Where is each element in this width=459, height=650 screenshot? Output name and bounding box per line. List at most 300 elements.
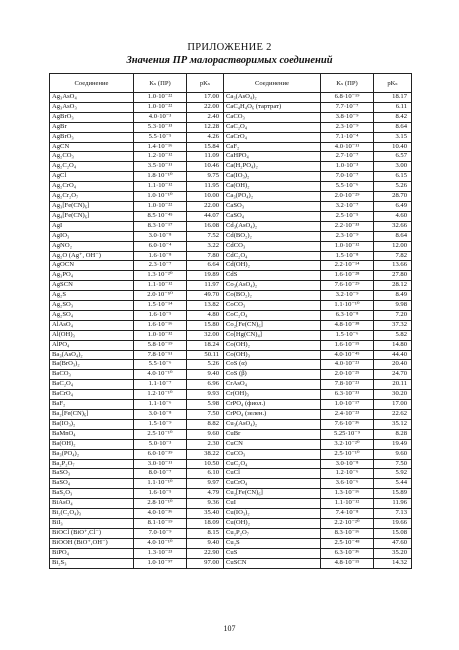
table-header-row bbox=[50, 74, 412, 93]
compound-cell: Ca(OH)₂ bbox=[224, 182, 321, 192]
pks-cell: 37.32 bbox=[374, 320, 412, 330]
ks-cell: 1.0·10⁻¹⁰ bbox=[134, 192, 187, 202]
compound-cell: AgNO₂ bbox=[50, 241, 134, 251]
compound-cell: Co₂[Fe(CN)₆] bbox=[224, 320, 321, 330]
compound-cell: Cu(OH)₂ bbox=[224, 518, 321, 528]
pks-cell: 19.89 bbox=[187, 271, 224, 281]
compound-cell: CuCrO₄ bbox=[224, 479, 321, 489]
ks-cell: 2.2·10⁻¹⁴ bbox=[321, 261, 374, 271]
pks-cell: 9.97 bbox=[187, 479, 224, 489]
ks-cell: 5.3·10⁻¹³ bbox=[134, 122, 187, 132]
compound-cell: Ag₂Cr₂O₇ bbox=[50, 192, 134, 202]
table-row bbox=[50, 479, 412, 489]
pks-cell: 44.40 bbox=[374, 350, 412, 360]
pks-cell: 5.26 bbox=[374, 182, 412, 192]
pks-cell: 8.15 bbox=[187, 528, 224, 538]
compound-cell: Ag₂CO₃ bbox=[50, 152, 134, 162]
compound-cell: BaC₂O₄ bbox=[50, 380, 134, 390]
pks-cell: 4.60 bbox=[374, 211, 412, 221]
ks-cell: 1.1·10⁻¹⁰ bbox=[321, 301, 374, 311]
ks-cell: 6.0·10⁻⁴ bbox=[134, 241, 187, 251]
column-header-pks: pKₛ bbox=[374, 74, 412, 93]
pks-cell: 17.00 bbox=[374, 400, 412, 410]
pks-cell: 11.09 bbox=[187, 152, 224, 162]
pks-cell: 32.66 bbox=[374, 221, 412, 231]
ks-cell: 1.6·10⁻⁵ bbox=[134, 489, 187, 499]
table-row bbox=[50, 192, 412, 202]
compound-cell: Cd(BO₂)₂ bbox=[224, 231, 321, 241]
compound-cell: Ba(OH)₂ bbox=[50, 439, 134, 449]
ks-cell: 1.0·10⁻⁹⁷ bbox=[134, 558, 187, 568]
ks-cell: 2.5·10⁻⁴⁸ bbox=[321, 538, 374, 548]
compound-cell: Ba₃(PO₄)₂ bbox=[50, 449, 134, 459]
pks-cell: 8.64 bbox=[374, 231, 412, 241]
pks-cell: 15.80 bbox=[187, 320, 224, 330]
compound-cell: AgBrO₃ bbox=[50, 112, 134, 122]
compound-cell: Co(OH)₂ bbox=[224, 340, 321, 350]
ks-cell: 1.6·10⁻⁵ bbox=[134, 310, 187, 320]
pks-cell: 9.98 bbox=[374, 301, 412, 311]
pks-cell: 97.00 bbox=[187, 558, 224, 568]
compound-cell: Cu(IO₃)₂ bbox=[224, 509, 321, 519]
pks-cell: 13.82 bbox=[187, 301, 224, 311]
table-row bbox=[50, 310, 412, 320]
ks-cell: 1.2·10⁻¹² bbox=[134, 152, 187, 162]
pks-cell: 6.10 bbox=[187, 469, 224, 479]
column-header-compound: Соединение bbox=[224, 74, 321, 93]
pks-cell: 27.80 bbox=[374, 271, 412, 281]
ks-cell: 8.3·10⁻¹⁶ bbox=[321, 528, 374, 538]
pks-cell: 28.12 bbox=[374, 281, 412, 291]
ks-cell: 1.1·10⁻¹² bbox=[134, 281, 187, 291]
ks-cell: 5.25·10⁻⁹ bbox=[321, 429, 374, 439]
ks-cell: 3.0·10⁻⁸ bbox=[134, 410, 187, 420]
compound-cell: Cu₂[Fe(CN)₆] bbox=[224, 489, 321, 499]
table-row bbox=[50, 538, 412, 548]
table-row bbox=[50, 350, 412, 360]
pks-cell: 8.28 bbox=[374, 429, 412, 439]
compound-cell: CdS bbox=[224, 271, 321, 281]
compound-cell: CuC₂O₄ bbox=[224, 459, 321, 469]
pks-cell: 47.60 bbox=[374, 538, 412, 548]
pks-cell: 6.15 bbox=[374, 172, 412, 182]
table-row bbox=[50, 419, 412, 429]
ks-cell: 1.1·10⁻¹⁰ bbox=[134, 479, 187, 489]
compound-cell: AgCl bbox=[50, 172, 134, 182]
ks-cell: 2.7·10⁻⁷ bbox=[321, 152, 374, 162]
ks-cell: 1.4·10⁻¹⁶ bbox=[134, 142, 187, 152]
compound-cell: Ag₄[Fe(CN)₆] bbox=[50, 211, 134, 221]
compound-cell: CaF₂ bbox=[224, 142, 321, 152]
ks-cell: 4.8·10⁻³⁸ bbox=[321, 320, 374, 330]
compound-cell: CrAsO₄ bbox=[224, 380, 321, 390]
column-header-ks: Kₛ (ПР) bbox=[321, 74, 374, 93]
pks-cell: 7.82 bbox=[374, 251, 412, 261]
ks-cell: 2.5·10⁻¹⁰ bbox=[321, 449, 374, 459]
table-row bbox=[50, 400, 412, 410]
compound-cell: CdC₂O₄ bbox=[224, 251, 321, 261]
compound-cell: CuS bbox=[224, 548, 321, 558]
pks-cell: 11.95 bbox=[187, 182, 224, 192]
pks-cell: 4.80 bbox=[187, 310, 224, 320]
ks-cell: 1.6·10⁻¹⁵ bbox=[321, 340, 374, 350]
compound-cell: CuCO₃ bbox=[224, 449, 321, 459]
pks-cell: 35.12 bbox=[374, 419, 412, 429]
table-row bbox=[50, 162, 412, 172]
ks-cell: 5.5·10⁻⁶ bbox=[134, 360, 187, 370]
column-header-compound: Соединение bbox=[50, 74, 134, 93]
compound-cell: CuCN bbox=[224, 439, 321, 449]
ks-cell: 2.2·10⁻²⁰ bbox=[321, 518, 374, 528]
table-row bbox=[50, 201, 412, 211]
ks-cell: 3.0·10⁻¹¹ bbox=[134, 459, 187, 469]
pks-cell: 8.64 bbox=[374, 122, 412, 132]
ks-cell: 3.6·10⁻⁶ bbox=[321, 479, 374, 489]
compound-cell: CoS (α) bbox=[224, 360, 321, 370]
pks-cell: 9.60 bbox=[374, 449, 412, 459]
compound-cell: Ba(IO₃)₂ bbox=[50, 419, 134, 429]
pks-cell: 5.98 bbox=[187, 400, 224, 410]
ks-cell: 1.5·10⁻⁹ bbox=[134, 419, 187, 429]
table-row bbox=[50, 518, 412, 528]
table-row bbox=[50, 429, 412, 439]
ks-cell: 2.3·10⁻⁹ bbox=[321, 122, 374, 132]
table-row bbox=[50, 112, 412, 122]
table-row bbox=[50, 370, 412, 380]
pks-cell: 3.22 bbox=[187, 241, 224, 251]
compound-cell: CuCl bbox=[224, 469, 321, 479]
table-row bbox=[50, 291, 412, 301]
ks-cell: 1.1·10⁻⁶ bbox=[134, 400, 187, 410]
compound-cell: BaSO₃ bbox=[50, 469, 134, 479]
pks-cell: 22.00 bbox=[187, 102, 224, 112]
ks-cell: 7.6·10⁻³⁶ bbox=[321, 419, 374, 429]
compound-cell: Al(OH)₃ bbox=[50, 330, 134, 340]
ks-cell: 1.0·10⁻²² bbox=[134, 102, 187, 112]
pks-cell: 50.11 bbox=[187, 350, 224, 360]
ks-cell: 7.8·10⁻²¹ bbox=[321, 380, 374, 390]
pks-cell: 19.49 bbox=[374, 439, 412, 449]
ks-cell: 4.0·10⁻³⁶ bbox=[134, 509, 187, 519]
table-row bbox=[50, 301, 412, 311]
pks-cell: 13.66 bbox=[374, 261, 412, 271]
compound-cell: AlAsO₄ bbox=[50, 320, 134, 330]
compound-cell: Ca(IO₃)₂ bbox=[224, 172, 321, 182]
compound-cell: AlPO₄ bbox=[50, 340, 134, 350]
compound-cell: BiAsO₄ bbox=[50, 499, 134, 509]
ks-cell: 2.2·10⁻³³ bbox=[321, 221, 374, 231]
pks-cell: 35.40 bbox=[187, 509, 224, 519]
table-row bbox=[50, 320, 412, 330]
compound-cell: CuSCN bbox=[224, 558, 321, 568]
table-row bbox=[50, 102, 412, 112]
table-row bbox=[50, 360, 412, 370]
ks-cell: 1.5·10⁻⁸ bbox=[321, 251, 374, 261]
compound-cell: CaCO₃ bbox=[224, 112, 321, 122]
compound-cell: BaF₂ bbox=[50, 400, 134, 410]
compound-cell: Co[Hg(CN)₄] bbox=[224, 330, 321, 340]
table-row bbox=[50, 152, 412, 162]
table-row bbox=[50, 271, 412, 281]
pks-cell: 14.32 bbox=[374, 558, 412, 568]
pks-cell: 19.66 bbox=[374, 518, 412, 528]
ks-cell: 8.3·10⁻¹⁷ bbox=[134, 221, 187, 231]
ks-cell: 2.8·10⁻¹⁰ bbox=[134, 499, 187, 509]
table-row bbox=[50, 172, 412, 182]
ks-cell: 1.1·10⁻¹² bbox=[134, 182, 187, 192]
compound-cell: CaC₂O₄ bbox=[224, 122, 321, 132]
compound-cell: Cd₃(AsO₄)₂ bbox=[224, 221, 321, 231]
solubility-product-table bbox=[49, 73, 412, 569]
compound-cell: Ba₂[Fe(CN)₆] bbox=[50, 410, 134, 420]
table-row bbox=[50, 509, 412, 519]
ks-cell: 5.0·10⁻³ bbox=[134, 439, 187, 449]
table-row bbox=[50, 528, 412, 538]
compound-cell: Ag₂S bbox=[50, 291, 134, 301]
table-row bbox=[50, 469, 412, 479]
table-row bbox=[50, 251, 412, 261]
ks-cell: 7.6·10⁻²⁹ bbox=[321, 281, 374, 291]
pks-cell: 2.40 bbox=[187, 112, 224, 122]
compound-cell: CaCrO₄ bbox=[224, 132, 321, 142]
column-header-pks: pKₛ bbox=[187, 74, 224, 93]
pks-cell: 3.15 bbox=[374, 132, 412, 142]
compound-cell: Ba₃(AsO₄)₂ bbox=[50, 350, 134, 360]
compound-cell: Ag₃[Fe(CN)₆] bbox=[50, 201, 134, 211]
pks-cell: 6.96 bbox=[187, 380, 224, 390]
table-row bbox=[50, 281, 412, 291]
ks-cell: 1.5·10⁻¹⁴ bbox=[134, 301, 187, 311]
table-row bbox=[50, 499, 412, 509]
ks-cell: 2.3·10⁻⁹ bbox=[321, 231, 374, 241]
compound-cell: AgCN bbox=[50, 142, 134, 152]
compound-cell: Co(OH)₃ bbox=[224, 350, 321, 360]
compound-cell: AgBrO₃ bbox=[50, 132, 134, 142]
compound-cell: CaSO₃ bbox=[224, 201, 321, 211]
ks-cell: 8.5·10⁻⁴⁵ bbox=[134, 211, 187, 221]
pks-cell: 18.17 bbox=[374, 93, 412, 103]
pks-cell: 44.07 bbox=[187, 211, 224, 221]
compound-cell: CuI bbox=[224, 499, 321, 509]
pks-cell: 35.20 bbox=[374, 548, 412, 558]
ks-cell: 7.7·10⁻⁷ bbox=[321, 102, 374, 112]
table-row bbox=[50, 390, 412, 400]
compound-cell: BaCO₃ bbox=[50, 370, 134, 380]
pks-cell: 15.89 bbox=[374, 489, 412, 499]
appendix-heading: ПРИЛОЖЕНИЕ 2 bbox=[187, 42, 272, 53]
pks-cell: 20.40 bbox=[374, 360, 412, 370]
compound-cell: Ag₃AsO₄ bbox=[50, 93, 134, 103]
ks-cell: 4.0·10⁻¹⁰ bbox=[134, 538, 187, 548]
ks-cell: 6.0·10⁻³⁹ bbox=[134, 449, 187, 459]
pks-cell: 8.82 bbox=[187, 419, 224, 429]
ks-cell: 3.0·10⁻⁸ bbox=[134, 231, 187, 241]
ks-cell: 5.5·10⁻⁶ bbox=[321, 182, 374, 192]
compound-cell: Cu₂P₂O₇ bbox=[224, 528, 321, 538]
ks-cell: 4.0·10⁻⁴⁵ bbox=[321, 350, 374, 360]
pks-cell: 12.28 bbox=[187, 122, 224, 132]
pks-cell: 22.00 bbox=[187, 201, 224, 211]
ks-cell: 2.0·10⁻²⁵ bbox=[321, 370, 374, 380]
pks-cell: 9.60 bbox=[187, 429, 224, 439]
compound-cell: Bi₂(C₂O₄)₃ bbox=[50, 509, 134, 519]
compound-cell: Cu₂S bbox=[224, 538, 321, 548]
pks-cell: 15.08 bbox=[374, 528, 412, 538]
column-header-ks: Kₛ (ПР) bbox=[134, 74, 187, 93]
pks-cell: 11.97 bbox=[187, 281, 224, 291]
compound-cell: BaCrO₄ bbox=[50, 390, 134, 400]
compound-cell: AgOCN bbox=[50, 261, 134, 271]
ks-cell: 3.2·10⁻²⁰ bbox=[321, 439, 374, 449]
ks-cell: 1.5·10⁻⁶ bbox=[321, 330, 374, 340]
pks-cell: 38.22 bbox=[187, 449, 224, 459]
compound-cell: CoCO₃ bbox=[224, 301, 321, 311]
pks-cell: 9.40 bbox=[187, 370, 224, 380]
ks-cell: 8.1·10⁻¹⁹ bbox=[134, 518, 187, 528]
ks-cell: 1.3·10⁻²⁰ bbox=[134, 271, 187, 281]
compound-cell: CuBr bbox=[224, 429, 321, 439]
compound-cell: BiOOH (BiO⁺,OH⁻) bbox=[50, 538, 134, 548]
pks-cell: 7.52 bbox=[187, 231, 224, 241]
compound-cell: Cr(OH)₃ bbox=[224, 390, 321, 400]
pks-cell: 9.40 bbox=[187, 538, 224, 548]
pks-cell: 7.50 bbox=[187, 410, 224, 420]
compound-cell: Bi₂S₃ bbox=[50, 558, 134, 568]
compound-cell: Ba(BrO₃)₂ bbox=[50, 360, 134, 370]
compound-cell: CaHPO₄ bbox=[224, 152, 321, 162]
compound-cell: AgBr bbox=[50, 122, 134, 132]
compound-cell: CrPO₄ (фиол.) bbox=[224, 400, 321, 410]
compound-cell: Ag₂SO₄ bbox=[50, 310, 134, 320]
ks-cell: 2.0·10⁻⁵⁰ bbox=[134, 291, 187, 301]
compound-cell: Ag₂SO₃ bbox=[50, 301, 134, 311]
pks-cell: 5.92 bbox=[374, 469, 412, 479]
ks-cell: 8.0·10⁻⁷ bbox=[134, 469, 187, 479]
compound-cell: AgSCN bbox=[50, 281, 134, 291]
compound-cell: CdCO₃ bbox=[224, 241, 321, 251]
pks-cell: 2.30 bbox=[187, 439, 224, 449]
ks-cell: 6.8·10⁻¹⁹ bbox=[321, 93, 374, 103]
table-row bbox=[50, 340, 412, 350]
pks-cell: 15.84 bbox=[187, 142, 224, 152]
ks-cell: 4.0·10⁻³ bbox=[134, 112, 187, 122]
ks-cell: 7.0·10⁻⁷ bbox=[321, 172, 374, 182]
compound-cell: Ca₃(AsO₄)₂ bbox=[224, 93, 321, 103]
table-row bbox=[50, 211, 412, 221]
ks-cell: 5.5·10⁻⁵ bbox=[134, 132, 187, 142]
ks-cell: 4.0·10⁻²¹ bbox=[321, 360, 374, 370]
pks-cell: 18.09 bbox=[187, 518, 224, 528]
ks-cell: 3.5·10⁻¹¹ bbox=[134, 162, 187, 172]
pks-cell: 7.13 bbox=[374, 509, 412, 519]
ks-cell: 1.0·10⁻¹⁷ bbox=[321, 400, 374, 410]
compound-cell: CrPO₄ (зелен.) bbox=[224, 410, 321, 420]
pks-cell: 16.08 bbox=[187, 221, 224, 231]
pks-cell: 18.24 bbox=[187, 340, 224, 350]
ks-cell: 6.3·10⁻³¹ bbox=[321, 390, 374, 400]
pks-cell: 10.40 bbox=[374, 142, 412, 152]
compound-cell: Ag₃AsO₃ bbox=[50, 102, 134, 112]
pks-cell: 5.82 bbox=[374, 330, 412, 340]
table-row bbox=[50, 548, 412, 558]
pks-cell: 5.44 bbox=[374, 479, 412, 489]
ks-cell: 7.4·10⁻⁸ bbox=[321, 509, 374, 519]
pks-cell: 10.46 bbox=[187, 162, 224, 172]
ks-cell: 1.6·10⁻¹⁶ bbox=[134, 320, 187, 330]
table-row bbox=[50, 459, 412, 469]
pks-cell: 10.50 bbox=[187, 459, 224, 469]
ks-cell: 1.0·10⁻²² bbox=[134, 201, 187, 211]
pks-cell: 8.49 bbox=[374, 291, 412, 301]
table-row bbox=[50, 132, 412, 142]
ks-cell: 2.3·10⁻⁷ bbox=[134, 261, 187, 271]
ks-cell: 1.1·10⁻⁷ bbox=[134, 380, 187, 390]
pks-cell: 4.79 bbox=[187, 489, 224, 499]
pks-cell: 11.96 bbox=[374, 499, 412, 509]
compound-cell: CoC₂O₄ bbox=[224, 310, 321, 320]
ks-cell: 4.8·10⁻¹⁵ bbox=[321, 558, 374, 568]
table-row bbox=[50, 182, 412, 192]
compound-cell: AgIO₃ bbox=[50, 231, 134, 241]
compound-cell: Cd(OH)₂ bbox=[224, 261, 321, 271]
compound-cell: Ag₂C₂O₄ bbox=[50, 162, 134, 172]
compound-cell: Co₃(AsO₄)₂ bbox=[224, 281, 321, 291]
ks-cell: 5.8·10⁻¹⁹ bbox=[134, 340, 187, 350]
compound-cell: Cu₃(AsO₄)₂ bbox=[224, 419, 321, 429]
compound-cell: Co(BO₂)₂ bbox=[224, 291, 321, 301]
pks-cell: 10.00 bbox=[187, 192, 224, 202]
ks-cell: 2.5·10⁻¹⁰ bbox=[134, 429, 187, 439]
pks-cell: 8.42 bbox=[374, 112, 412, 122]
pks-cell: 9.36 bbox=[187, 499, 224, 509]
pks-cell: 32.00 bbox=[187, 330, 224, 340]
pks-cell: 9.75 bbox=[187, 172, 224, 182]
ks-cell: 1.6·10⁻⁸ bbox=[134, 251, 187, 261]
ks-cell: 4.0·10⁻¹¹ bbox=[321, 142, 374, 152]
table-row bbox=[50, 261, 412, 271]
ks-cell: 3.0·10⁻⁸ bbox=[321, 459, 374, 469]
table-row bbox=[50, 231, 412, 241]
ks-cell: 1.8·10⁻¹⁰ bbox=[134, 172, 187, 182]
ks-cell: 1.2·10⁻⁶ bbox=[321, 469, 374, 479]
ks-cell: 1.0·10⁻³² bbox=[134, 330, 187, 340]
pks-cell: 6.64 bbox=[187, 261, 224, 271]
pks-cell: 7.20 bbox=[374, 310, 412, 320]
compound-cell: AgI bbox=[50, 221, 134, 231]
pks-cell: 6.49 bbox=[374, 201, 412, 211]
table-row bbox=[50, 142, 412, 152]
pks-cell: 7.50 bbox=[374, 459, 412, 469]
ks-cell: 2.4·10⁻²³ bbox=[321, 410, 374, 420]
table-row bbox=[50, 221, 412, 231]
pks-cell: 22.90 bbox=[187, 548, 224, 558]
table-row bbox=[50, 558, 412, 568]
table-row bbox=[50, 380, 412, 390]
compound-cell: Ca(H₂PO₄)₂ bbox=[224, 162, 321, 172]
pks-cell: 7.80 bbox=[187, 251, 224, 261]
pks-cell: 17.00 bbox=[187, 93, 224, 103]
compound-cell: BaMnO₄ bbox=[50, 429, 134, 439]
pks-cell: 30.20 bbox=[374, 390, 412, 400]
pks-cell: 24.70 bbox=[374, 370, 412, 380]
ks-cell: 7.0·10⁻⁹ bbox=[134, 528, 187, 538]
table-row bbox=[50, 449, 412, 459]
ks-cell: 1.3·10⁻¹⁶ bbox=[321, 489, 374, 499]
ks-cell: 3.2·10⁻⁹ bbox=[321, 291, 374, 301]
pks-cell: 12.00 bbox=[374, 241, 412, 251]
pks-cell: 14.80 bbox=[374, 340, 412, 350]
compound-cell: Ag₃PO₄ bbox=[50, 271, 134, 281]
